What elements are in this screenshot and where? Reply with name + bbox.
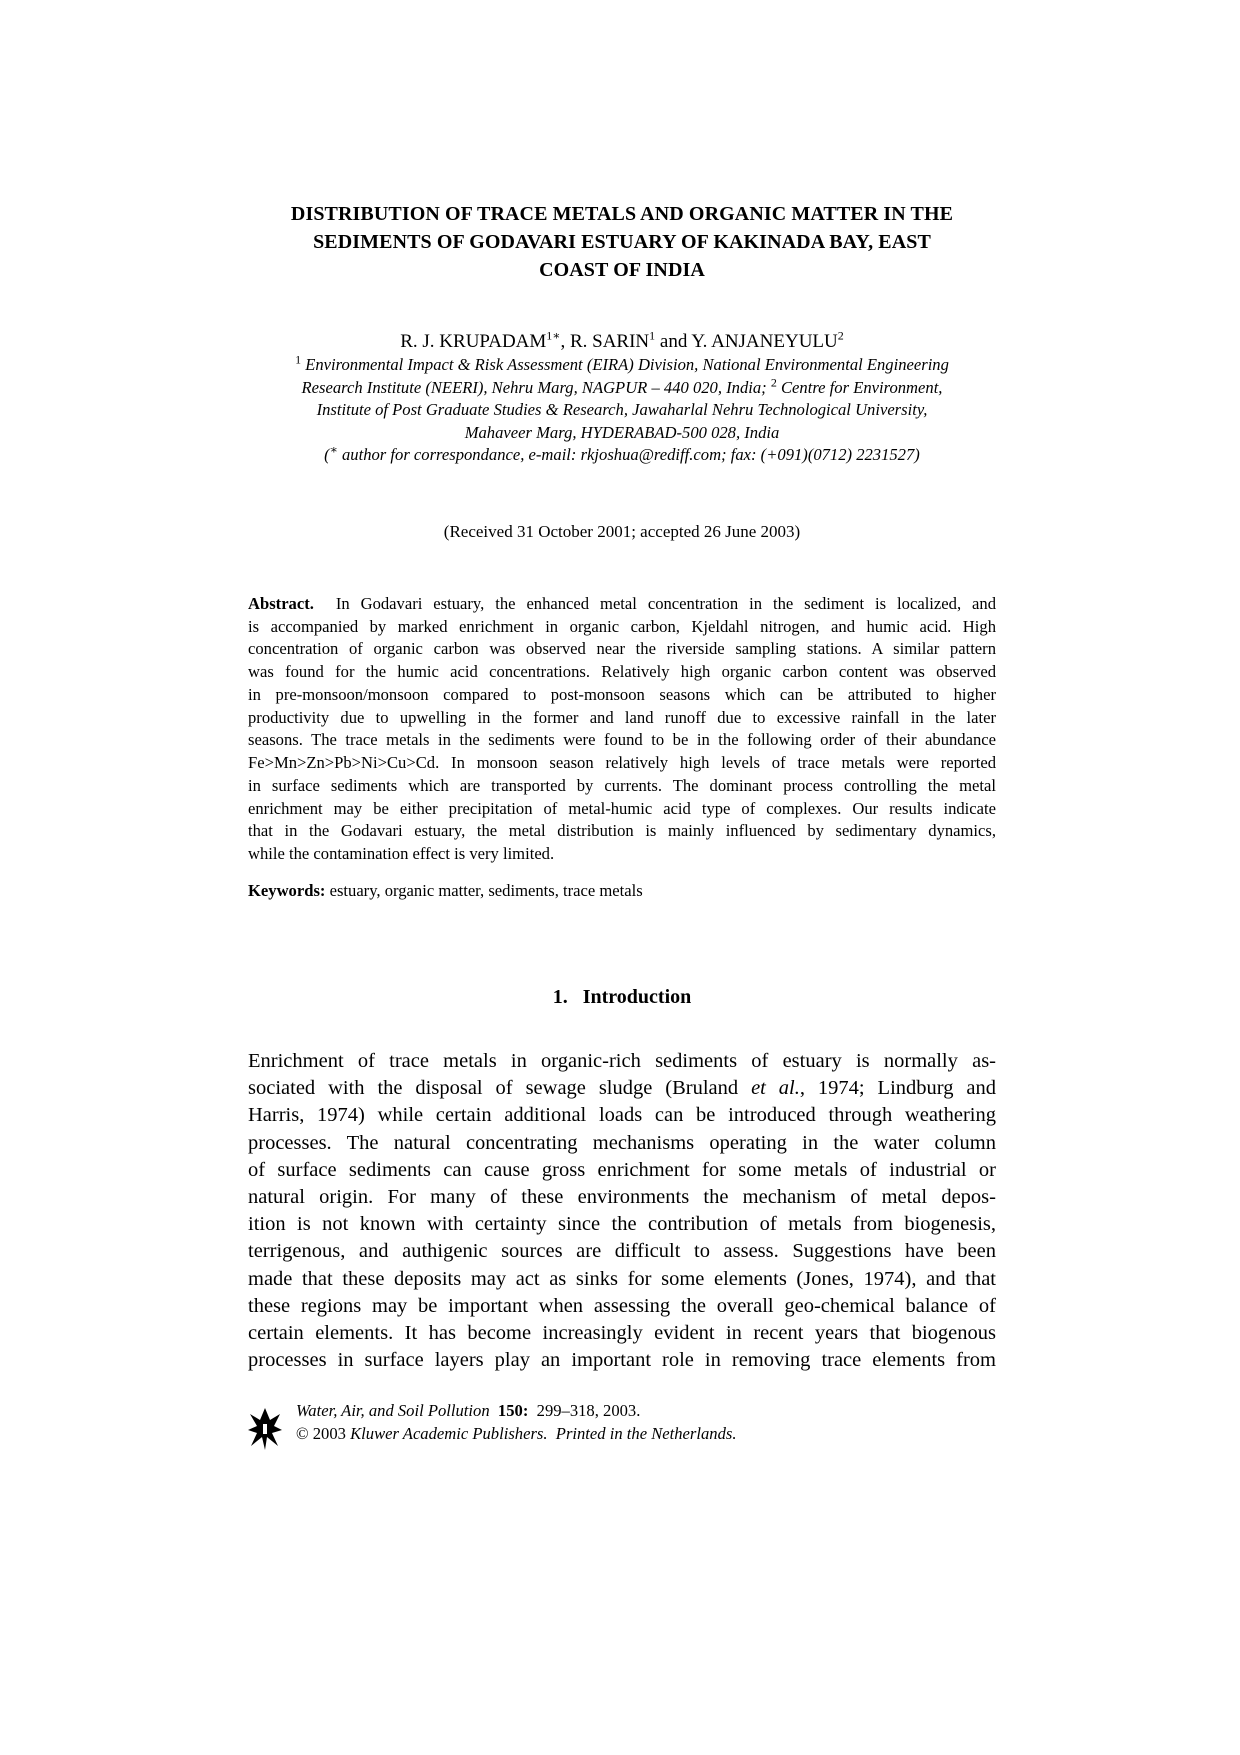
affil-mark: 1 xyxy=(295,352,302,367)
author-list xyxy=(248,330,996,354)
abstract-line: while the contamination effect is very limited. xyxy=(248,844,555,864)
abstract-line: in pre-monsoon/monsoon compared to post-monsoon seasons which can be attributed to higher xyxy=(248,684,996,704)
kluwer-logo-icon xyxy=(248,1406,282,1452)
title-line: SEDIMENTS OF GODAVARI ESTUARY OF KAKINADA BAY, EAST xyxy=(313,231,931,253)
body-line: natural origin. For many of these environments the mechanism of metal depos- xyxy=(248,1185,996,1208)
journal-citation xyxy=(296,1400,736,1423)
intro-paragraph xyxy=(248,1048,996,1374)
copyright-line xyxy=(296,1423,736,1446)
author-affil-mark: 1∗ xyxy=(546,328,561,343)
affiliation-text: Environmental Impact & Risk Assessment (EIRA) Division, National Environmental Engineering xyxy=(301,355,949,374)
affiliation-line xyxy=(248,354,996,377)
abstract-label: Abstract. xyxy=(248,593,314,613)
abstract-line: in surface sediments which are transported by currents. The dominant process controlling the metal xyxy=(248,775,996,795)
author-affil-mark: 1 xyxy=(649,328,656,343)
affiliation-line: Mahaveer Marg, HYDERABAD-500 028, India xyxy=(464,422,780,442)
abstract-line xyxy=(248,593,996,616)
author-and: and xyxy=(655,331,692,352)
affiliation-text: Research Institute (NEERI), Nehru Marg, NAGPUR – 440 020, India; xyxy=(301,377,771,397)
journal-volume: 150: xyxy=(497,1401,529,1420)
journal-pages: 299–318, 2003. xyxy=(536,1401,641,1420)
title-line: DISTRIBUTION OF TRACE METALS AND ORGANIC MATTER IN THE xyxy=(290,203,954,225)
title-line: COAST OF INDIA xyxy=(539,259,705,281)
body-line: of surface sediments can cause gross enrichment for some metals of industrial or xyxy=(248,1158,996,1181)
abstract-line: Fe>Mn>Zn>Pb>Ni>Cu>Cd. In monsoon season relatively high levels of trace metals were reported xyxy=(248,753,996,773)
section-heading: 1. Introduction xyxy=(552,985,692,1008)
affiliation-line: Institute of Post Graduate Studies & Research, Jawaharlal Nehru Technological University, xyxy=(316,400,928,420)
abstract-line: concentration of organic carbon was observed near the riverside sampling stations. A similar pattern xyxy=(248,639,996,659)
journal-name: Water, Air, and Soil Pollution xyxy=(296,1401,490,1420)
paper-page xyxy=(248,200,996,1374)
body-line xyxy=(248,1075,996,1102)
body-line: made that these deposits may act as sinks for some elements (Jones, 1974), and that xyxy=(248,1267,996,1290)
received-dates: (Received 31 October 2001; accepted 26 June 2003) xyxy=(443,521,801,541)
corr-paren: ( xyxy=(324,445,330,465)
affiliations xyxy=(248,354,996,467)
affiliation-text: Centre for Environment, xyxy=(776,377,943,397)
body-line: processes in surface layers play an important role in removing trace elements from xyxy=(248,1349,996,1372)
body-line: Enrichment of trace metals in organic-rich sediments of estuary is normally as- xyxy=(248,1049,996,1072)
author-affil-mark: 2 xyxy=(837,328,844,343)
affiliation-line xyxy=(248,377,996,400)
citation-etal: et al. xyxy=(751,1077,800,1100)
publisher: Kluwer Academic Publishers. Printed in the Netherlands. xyxy=(350,1423,737,1443)
corr-text: author for correspondance, e-mail: rkjoshua@rediff.com; fax: (+091)(0712) 2231527) xyxy=(337,445,920,465)
body-line: terrigenous, and authigenic sources are difficult to assess. Suggestions have been xyxy=(248,1240,996,1263)
body-line: certain elements. It has become increasingly evident in recent years that biogenous xyxy=(248,1322,996,1344)
keywords xyxy=(248,880,996,902)
citation-block xyxy=(296,1400,736,1445)
author-name: Y. ANJANEYULU xyxy=(691,331,838,352)
correspondence-line xyxy=(248,444,996,467)
body-text: sociated with the disposal of sewage sludge (Bruland xyxy=(248,1077,752,1100)
abstract-line: enrichment may be either precipitation of metal-humic acid type of complexes. Our results indicate xyxy=(248,798,996,818)
copyright-symbol: © 2003 xyxy=(296,1423,351,1443)
paper-title xyxy=(248,200,996,284)
abstract-text: In Godavari estuary, the enhanced metal concentration in the sediment is localized, and xyxy=(335,593,997,613)
body-text: , 1974; Lindburg and xyxy=(799,1077,996,1100)
body-line: these regions may be important when assessing the overall geo-chemical balance of xyxy=(248,1294,996,1317)
abstract-line: productivity due to upwelling in the former and land runoff due to excessive rainfall in the later xyxy=(248,707,996,727)
corr-mark: ∗ xyxy=(329,442,338,457)
abstract xyxy=(248,593,996,866)
affil-mark: 2 xyxy=(770,375,777,390)
keywords-text: estuary, organic matter, sediments, trace metals xyxy=(325,880,643,900)
author-separator: , xyxy=(560,331,570,352)
abstract-line: was found for the humic acid concentrations. Relatively high organic carbon content was observed xyxy=(248,662,996,682)
body-line: ition is not known with certainty since the contribution of metals from biogenesis, xyxy=(248,1213,996,1236)
author-name: R. SARIN xyxy=(569,331,650,352)
body-line: Harris, 1974) while certain additional loads can be introduced through weathering xyxy=(248,1104,996,1127)
abstract-line: that in the Godavari estuary, the metal distribution is mainly influenced by sedimentary dynamics, xyxy=(248,821,996,841)
abstract-line: seasons. The trace metals in the sediments were found to be in the following order of their abundance xyxy=(248,730,996,750)
author-name: R. J. KRUPADAM xyxy=(400,331,547,352)
page-footer xyxy=(248,1400,996,1460)
keywords-label: Keywords: xyxy=(248,880,326,900)
abstract-line: is accompanied by marked enrichment in organic carbon, Kjeldahl nitrogen, and humic acid. High xyxy=(248,616,996,636)
body-line: processes. The natural concentrating mechanisms operating in the water column xyxy=(248,1131,996,1154)
